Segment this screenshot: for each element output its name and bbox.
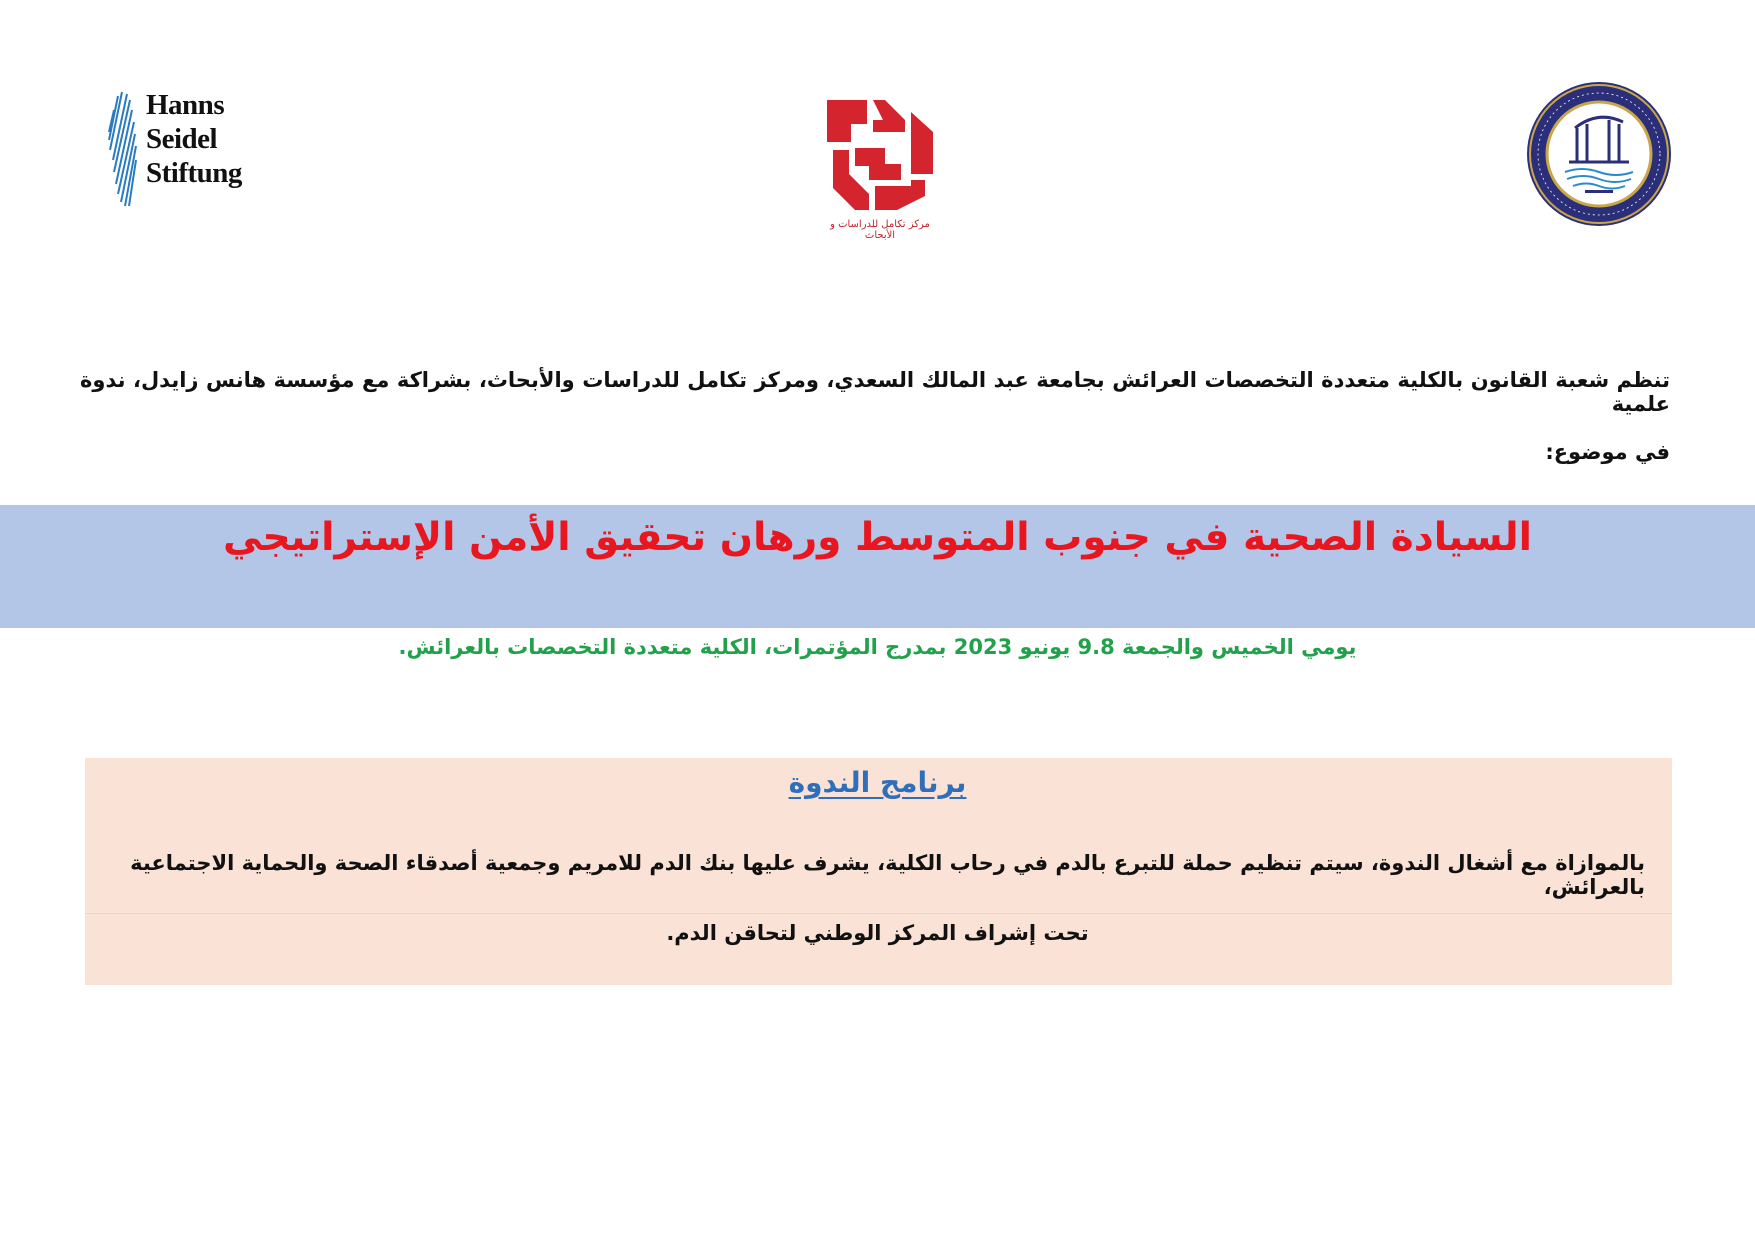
takamul-center-logo [815,98,945,241]
program-text: بالموازاة مع أشغال الندوة، سيتم تنظيم حملة للتبرع بالدم في رحاب الكلية، يشرف عليها بنك الدم للامريم وجمعية أصدقاء الصحة والحماية الاجتماعية بالعرائش، [130,851,1645,899]
logo-word: Seidel [146,123,218,155]
seminar-title: السيادة الصحية في جنوب المتوسط ورهان تحقيق الأمن الإستراتيجي [223,515,1532,560]
faculty-seal-icon [1525,80,1673,228]
takamul-mark-icon [825,98,935,213]
program-heading: برنامج الندوة [788,766,967,799]
program-text: تحت إشراف المركز الوطني لتحاقن الدم. [666,921,1089,945]
date-venue-line: يومي الخميس والجمعة 9.8 يونيو 2023 بمدرج المؤتمرات، الكلية متعددة التخصصات بالعرائش. [398,635,1357,659]
logo-word: Hanns [146,89,225,121]
logo-word: Stiftung [146,157,242,189]
faculty-seal-logo [1525,80,1673,228]
intro-topic-label: في موضوع: [1545,440,1670,464]
hanns-seidel-logo [108,88,242,218]
stripes-icon [108,90,138,208]
center-logo-caption: مركز تكامل للدراسات و الأبحاث [830,219,930,241]
program-divider [85,913,1672,914]
intro-text: تنظم شعبة القانون بالكلية متعددة التخصصات العرائش بجامعة عبد المالك السعدي، ومركز تكامل للدراسات والأبحاث، بشراكة مع مؤسسة هانس زايدل، ندوة علمية [80,368,1670,416]
